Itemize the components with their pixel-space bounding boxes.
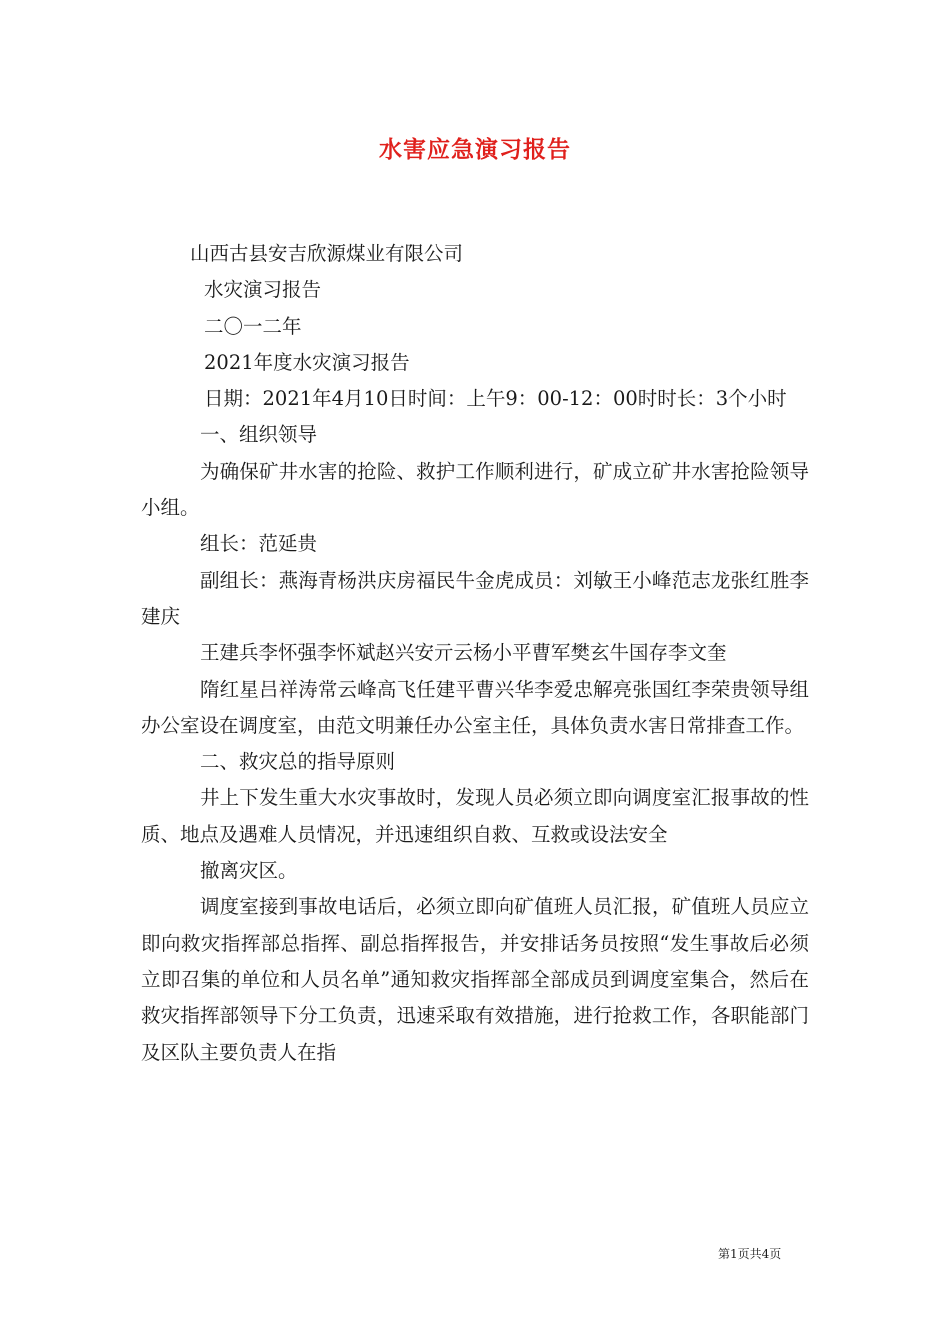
paragraph: 组长：范延贵: [200, 532, 318, 556]
date-time-line: 日期：2021年4月10日时间：上午9：00-12：00时时长：3个小时: [204, 387, 787, 411]
paragraph: 副组长：燕海青杨洪庆房福民牛金虎成员：刘敏王小峰范志龙张红胜李建庆: [141, 568, 809, 628]
report-year: 二〇一二年: [204, 314, 302, 338]
paragraph: 隋红星吕祥涛常云峰高飞任建平曹兴华李爱忠解亮张国红李荣贵领导组办公室设在调度室，由范文明兼任办公室主任，具体负责水害日常排查工作。: [141, 677, 809, 737]
paragraph: 王建兵李怀强李怀斌赵兴安亓云杨小平曹军樊玄牛国存李文奎: [200, 641, 727, 665]
paragraph: 为确保矿井水害的抢险、救护工作顺利进行，矿成立矿井水害抢险领导小组。: [141, 459, 809, 520]
document-body: [141, 236, 809, 1071]
paragraph: 井上下发生重大水灾事故时，发现人员必须立即向调度室汇报事故的性质、地点及遇难人员情况，并迅速组织自救、互救或设法安全: [141, 786, 809, 846]
company-name: 山西古县安吉欣源煤业有限公司: [190, 242, 464, 265]
paragraph: 撤离灾区。: [200, 859, 298, 883]
annual-report-title: 2021年度水灾演习报告: [204, 350, 410, 374]
page-number: 第1页共4页: [718, 1247, 782, 1261]
document-title: 水害应急演习报告: [379, 136, 571, 163]
section-heading-1: 一、组织领导: [200, 423, 318, 447]
report-subtitle: 水灾演习报告: [204, 278, 322, 302]
section-heading-2: 二、救灾总的指导原则: [200, 750, 396, 774]
paragraph: 调度室接到事故电话后，必须立即向矿值班人员汇报，矿值班人员应立即向救灾指挥部总指挥、副总指挥报告，并安排话务员按照“发生事故后必须立即召集的单位和人员名单”通知救灾指挥部全部成员到调度室集合，然后在救灾指挥部领导下分工负责，迅速采取有效措施，进行抢救工作，各职能部门及区队主要负责人在指: [141, 895, 809, 1064]
